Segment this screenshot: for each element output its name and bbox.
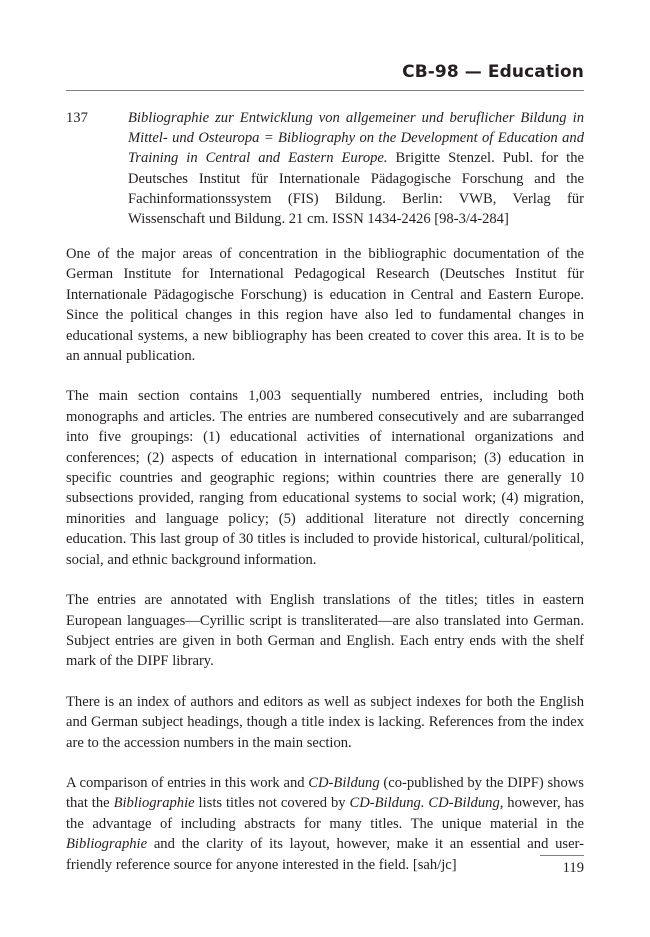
page-number: 119 [562, 860, 584, 876]
entry-citation [128, 108, 584, 229]
paragraph-5-italic-4: Bibliographie [66, 836, 148, 853]
paragraph-1: One of the major areas of concentration in the bibliographic documentation of the German Institute for International Pedagogical Research (Deutsches Institut für Internationale Pädagogische Forschung) is education in Central and Eastern Europe. Since the political changes in this region have also led to fundamental changes in educational systems, a new bibliography has been created to cover this area. It is to be an annual publication. [66, 246, 584, 365]
entry-title: Bibliographie zur Entwicklung von allgemeiner und beruflicher Bildung in Mittel- und Osteuropa = Bibliography on the Development of Education and Training in Central and Eastern Europe. [128, 110, 584, 167]
review-body [66, 244, 584, 895]
paragraph-5-italic-2: Bibliographie [113, 795, 195, 812]
paragraph-5-italic-3: CD-Bildung. CD-Bildung, [349, 795, 504, 812]
paragraph-5-text-2: (co-published by the DIPF) shows that the [66, 774, 584, 812]
paragraph-5-text-4: however, has the advantage of including abstracts for many titles. The unique material in the [66, 795, 584, 832]
entry-details: Brigitte Stenzel. Publ. for the Deutsches Institut für Internationale Pädagogische Forschung and the Fachinformationssystem (FIS) Bildung. Berlin: VWB, Verlag für Wissenschaft und Bildung. 21 cm. ISSN 1434-2426 [98-3/4-284] [128, 150, 584, 228]
running-header: CB-98 — Education [402, 62, 584, 82]
paragraph-5-text-3: lists titles not covered by [194, 795, 350, 812]
paragraph-3: The entries are annotated with English translations of the titles; titles in eastern European languages—Cyrillic script is transliterated—are also translated into German. Subject entries are given in both German and English. Each entry ends with the shelf mark of the DIPF library. [66, 592, 584, 670]
footer-rule [540, 855, 584, 856]
paragraph-5-text-5: and the clarity of its layout, however, make it an essential and user-friendly reference source for anyone interested in the field. [sah/jc] [66, 836, 584, 873]
header-rule [66, 90, 584, 91]
paragraph-5-text-1: A comparison of entries in this work and [66, 774, 309, 791]
paragraph-2: The main section contains 1,003 sequentially numbered entries, including both monographs and articles. The entries are numbered consecutively and are subarranged into five groupings: (1) educational activities of international organizations and conferences; (2) aspects of education in international comparison; (3) education in specific countries and geographic regions; within countries there are generally 10 subsections provided, ranging from educational systems to social work; (4) migration, minorities and language policy; (5) additional literature not directly concerning education. This last group of 30 titles is included to provide historical, cultural/political, social, and ethnic background information. [66, 388, 584, 568]
paragraph-5-italic-1: CD-Bildung [308, 774, 380, 791]
paragraph-4: There is an index of authors and editors as well as subject indexes for both the English and German subject headings, though a title index is lacking. References from the index are to the accession numbers in the main section. [66, 693, 584, 751]
bibliographic-entry [66, 108, 584, 229]
entry-number: 137 [66, 110, 88, 126]
